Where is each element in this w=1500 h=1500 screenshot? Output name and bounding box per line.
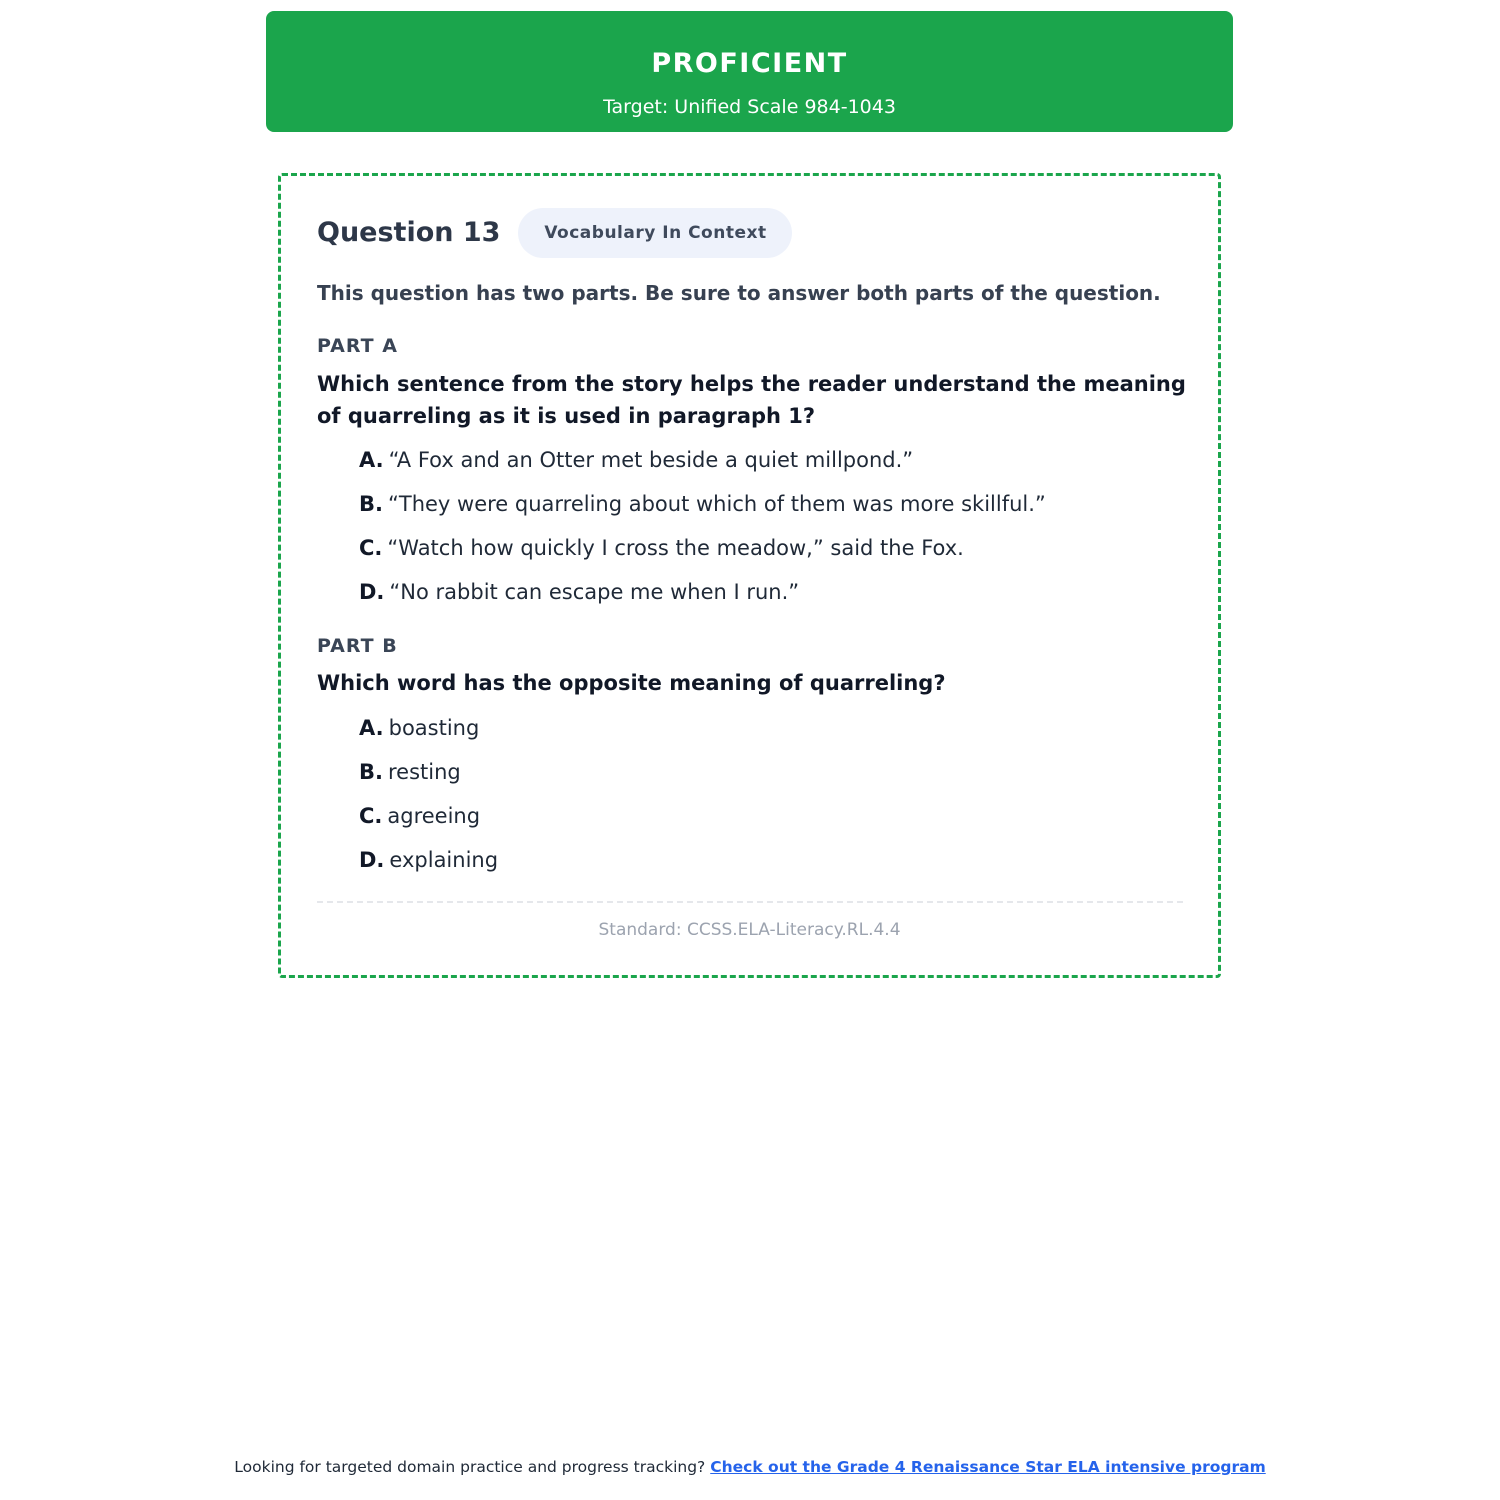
option-letter: B. — [359, 760, 383, 784]
footer-text: Looking for targeted domain practice and progress tracking? — [234, 1458, 706, 1476]
answer-option[interactable] — [359, 714, 498, 758]
target-score: Target: Unified Scale 984-1043 — [603, 96, 896, 118]
part-b-prompt: Which word has the opposite meaning of quarreling? — [317, 671, 946, 695]
program-link[interactable]: Check out the Grade 4 Renaissance Star ELA intensive program — [710, 1458, 1266, 1476]
option-letter: D. — [359, 848, 385, 872]
answer-option[interactable] — [359, 490, 1046, 534]
option-text: agreeing — [387, 804, 481, 828]
answer-option[interactable] — [359, 758, 498, 802]
option-text: boasting — [388, 716, 480, 740]
category-tag: Vocabulary In Context — [518, 208, 792, 258]
level-title: PROFICIENT — [651, 48, 848, 79]
option-letter: A. — [359, 448, 384, 472]
answer-option[interactable] — [359, 846, 498, 890]
standard-code: Standard: CCSS.ELA-Literacy.RL.4.4 — [598, 920, 901, 940]
divider — [317, 901, 1183, 903]
question-number: Question 13 — [317, 217, 501, 248]
answer-option[interactable] — [359, 534, 1046, 578]
question-instructions: This question has two parts. Be sure to answer both parts of the question. — [317, 281, 1161, 305]
option-letter: C. — [359, 536, 383, 560]
answer-option[interactable] — [359, 446, 1046, 490]
part-b-options — [359, 714, 498, 890]
part-a-label: PART A — [317, 335, 398, 357]
answer-option[interactable] — [359, 578, 1046, 622]
answer-option[interactable] — [359, 802, 498, 846]
footer — [0, 1456, 1500, 1478]
question-header — [317, 208, 792, 258]
option-text: “They were quarreling about which of them was more skillful.” — [387, 492, 1046, 516]
proficiency-banner — [266, 11, 1233, 132]
option-text: resting — [387, 760, 461, 784]
part-a-options — [359, 446, 1046, 622]
option-text: explaining — [389, 848, 499, 872]
question-card — [278, 173, 1221, 978]
option-letter: D. — [359, 580, 385, 604]
part-b-label: PART B — [317, 635, 398, 657]
option-text: “Watch how quickly I cross the meadow,” said the Fox. — [387, 536, 964, 560]
option-text: “No rabbit can escape me when I run.” — [389, 580, 800, 604]
option-text: “A Fox and an Otter met beside a quiet millpond.” — [388, 448, 914, 472]
option-letter: C. — [359, 804, 383, 828]
part-a-prompt: Which sentence from the story helps the reader understand the meaning of quarreling as it is used in paragraph 1? — [317, 372, 1186, 428]
option-letter: B. — [359, 492, 383, 516]
option-letter: A. — [359, 716, 384, 740]
